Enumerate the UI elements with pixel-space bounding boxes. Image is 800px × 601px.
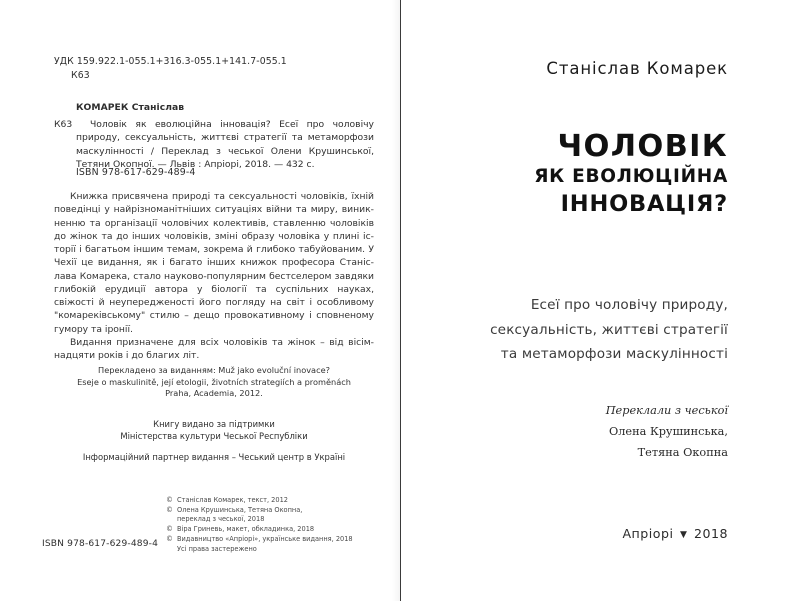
subtitle-line-2: сексуальність, життєві стратегії — [490, 321, 728, 338]
triangle-down-icon: ▼ — [680, 530, 688, 540]
copyright-icon: © — [166, 525, 173, 534]
copyright-icon: © — [166, 535, 173, 544]
support-line-1: Книгу видано за підтримки — [153, 419, 275, 429]
copyright-icon: © — [166, 505, 173, 514]
translators-block — [428, 400, 728, 463]
book-subtitle — [418, 293, 728, 367]
source-edition-line-2: Eseje o maskulinitě, její etologii, životních strategiích a proměnách — [77, 376, 351, 387]
copyright-entry-text: Видавництво «Апріорі», українське видання, 2018 — [177, 535, 353, 544]
source-edition-block — [54, 365, 374, 400]
copyright-entry — [166, 496, 381, 505]
annotation-paragraph-1: Книжка присвячена природі та сексуальності чоловіків, їхній поведінці у найрізноманітніших ситуаціях війни та миру, виникненню та організації чоловічих колективів, ставленню чоловіків до жінок та до інших чоловіків, зміні образу чоловіка у плині історії і багатьом іншим темам, зокрема й глибоко табуйованим. У Чехії це видання, як і багато інших книжок професора Станіслава Комарека, стало науково-популярним бестселером завдяки глибокій ерудиції автора у біології та суспільних науках, свіжості й неупередженості його погляду на світ і особливому "комареківському" стилю – дещо провокативному і сповненому гумору та іронії. — [54, 191, 374, 335]
copyright-block — [166, 496, 381, 554]
annotation-text — [54, 190, 374, 362]
translator-name-2: Тетяна Окопна — [637, 446, 728, 459]
information-partner-line: Інформаційний партнер видання – Чеський центр в Україні — [82, 452, 346, 462]
copyright-entry-text-continued: переклад з чеської, 2018 — [177, 515, 265, 524]
support-block — [54, 419, 374, 442]
right-page-title — [401, 0, 800, 601]
copyright-entry — [166, 535, 381, 554]
source-edition-line-1: Перекладено за виданням: Muž jako evoluční inovace? — [98, 365, 330, 375]
udk-shelf-mark: К63 — [71, 70, 90, 81]
title-page-title-block — [428, 130, 728, 218]
annotation-paragraph-2: Видання призначене для всіх чоловіків та жінок – від вісімнадцяти років і до благих літ. — [54, 336, 374, 361]
copyright-entry-text: Віра Гриневь, макет, обкладинка, 2018 — [177, 525, 315, 534]
source-edition-line-3: Praha, Academia, 2012. — [165, 388, 263, 399]
copyright-entry — [166, 506, 381, 525]
catalog-record — [54, 101, 374, 171]
catalog-description: Чоловік як еволюційна інновація? Есеї про чоловічу природу, сексуальність, життєві стратегії та метаморфози маскулінності / Переклад з чеської Олени Крушинської, Тетяни Окопної. — Львів : Апріорі, 2018. — 432 с. — [76, 119, 374, 170]
udk-block — [54, 55, 374, 83]
title-page-author: Станіслав Комарек — [546, 59, 728, 78]
spine-shadow-left — [392, 0, 400, 601]
copyright-rights-reserved: Усі права застережено — [177, 544, 257, 553]
publisher-footer — [622, 526, 728, 541]
publisher-name: Апріорі — [622, 526, 674, 541]
translator-name-1: Олена Крушинська, — [608, 425, 728, 438]
publication-year: 2018 — [693, 526, 728, 541]
copyright-entry-text: Станіслав Комарек, текст, 2012 — [177, 496, 288, 504]
book-title-line-3: ІННОВАЦІЯ? — [560, 191, 728, 217]
book-title-main: ЧОЛОВІК — [557, 129, 728, 164]
copyright-icon: © — [166, 496, 173, 504]
copyright-entry — [166, 525, 381, 534]
isbn-catalog: ISBN 978-617-629-489-4 — [76, 167, 196, 178]
translators-heading: Переклали з чеської — [605, 404, 728, 417]
isbn-bottom: ISBN 978-617-629-489-4 — [42, 539, 159, 549]
catalog-body — [54, 118, 374, 171]
catalog-author: КОМАРЕК Станіслав — [76, 102, 185, 113]
book-title-line-2: ЯК ЕВОЛЮЦІЙНА — [534, 166, 728, 187]
udk-code: УДК 159.922.1-055.1+316.3-055.1+141.7-055.1 — [54, 56, 287, 67]
subtitle-line-1: Есеї про чоловічу природу, — [530, 297, 728, 313]
copyright-entry-text: Олена Крушинська, Тетяна Окопна, — [177, 505, 303, 514]
subtitle-line-3: та метаморфози маскулінності — [500, 346, 728, 362]
catalog-index: К63 — [54, 119, 73, 131]
support-line-2: Міністерства культури Чеської Республіки — [120, 430, 308, 441]
